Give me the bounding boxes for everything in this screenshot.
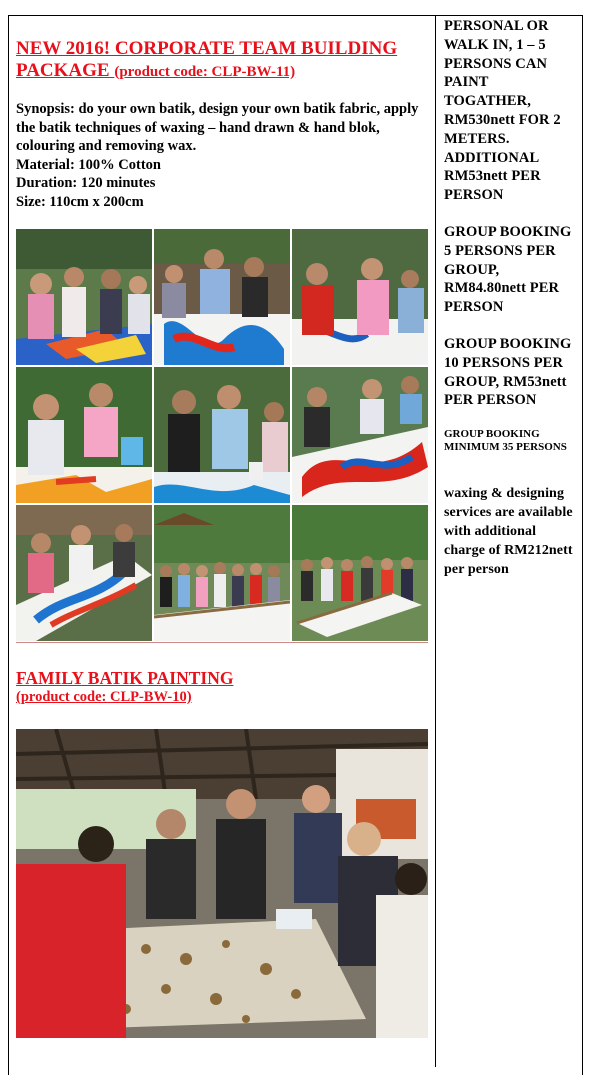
family-batik-section xyxy=(16,668,430,706)
corporate-product-code: (product code: CLP-BW-11) xyxy=(114,64,296,80)
batik-workshop-photo-6 xyxy=(292,367,428,503)
pricing-column xyxy=(444,17,576,579)
pricing-group-5: GROUP BOOKING 5 PERSONS PER GROUP, RM84.80nett PER PERSON xyxy=(444,223,572,316)
pricing-minimum: GROUP BOOKING MINIMUM 35 PERSONS xyxy=(444,428,567,454)
corporate-photo-grid xyxy=(16,229,428,640)
pricing-group-10: GROUP BOOKING 10 PERSONS PER GROUP, RM53nett PER PERSON xyxy=(444,335,572,409)
corporate-title-text: NEW 2016! CORPORATE TEAM BUILDING PACKAGE xyxy=(16,38,398,81)
corporate-package-section xyxy=(16,38,430,211)
corporate-synopsis: Synopsis: do your own batik, design your own batik fabric, apply the batik techniques of waxing – hand drawn & hand blok, colouring and removing wax. xyxy=(16,101,419,154)
batik-workshop-photo-5 xyxy=(154,367,290,503)
batik-workshop-photo-7 xyxy=(16,505,152,641)
batik-workshop-photo-4 xyxy=(16,367,152,503)
batik-workshop-photo-9 xyxy=(292,505,428,641)
section-divider xyxy=(16,642,428,643)
batik-workshop-photo-2 xyxy=(154,229,290,365)
corporate-package-title xyxy=(16,38,430,83)
pricing-personal: PERSONAL OR WALK IN, 1 – 5 PERSONS CAN PAINT TOGATHER, RM530nett FOR 2 METERS. ADDITIONAL RM53nett PER PERSON xyxy=(444,18,561,204)
batik-workshop-photo-1 xyxy=(16,229,152,365)
family-batik-photo xyxy=(16,729,428,1038)
pricing-waxing-note: waxing & designing services are available with additional charge of RM212nett per person xyxy=(444,486,573,578)
batik-workshop-photo-8 xyxy=(154,505,290,641)
batik-workshop-photo-3 xyxy=(292,229,428,365)
corporate-material: Material: 100% Cotton xyxy=(16,156,161,173)
corporate-size: Size: 110cm x 200cm xyxy=(16,193,144,210)
corporate-duration: Duration: 120 minutes xyxy=(16,175,156,191)
family-batik-title: FAMILY BATIK PAINTING xyxy=(16,668,234,688)
family-product-code: (product code: CLP-BW-10) xyxy=(16,689,192,705)
column-divider xyxy=(435,15,436,1067)
